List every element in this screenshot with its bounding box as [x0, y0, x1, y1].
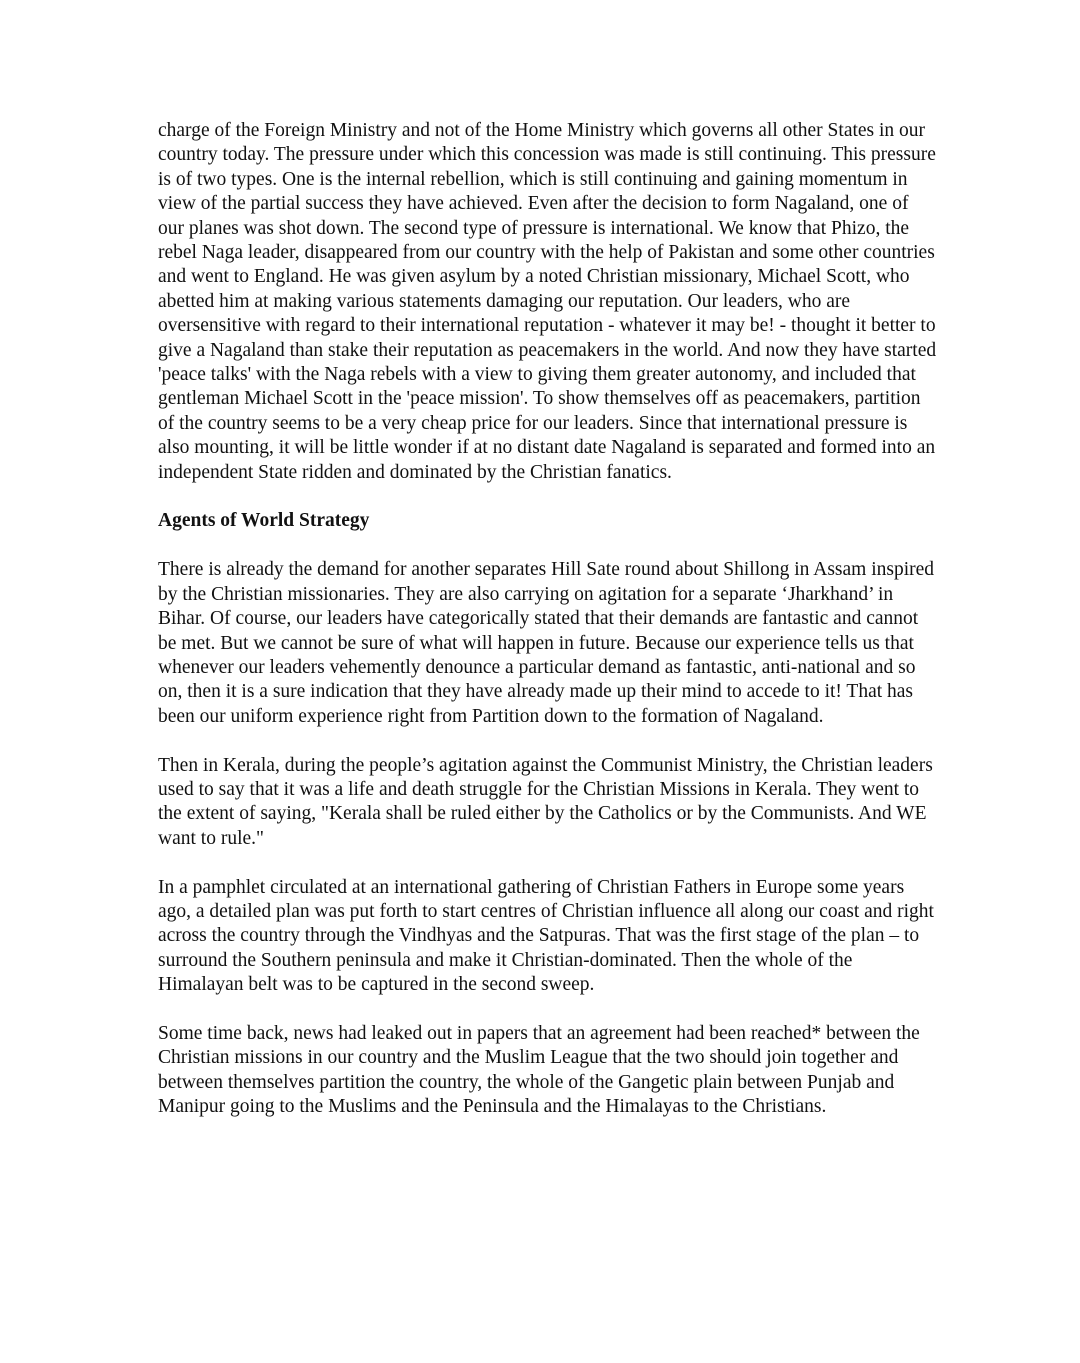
section-heading: Agents of World Strategy [158, 510, 370, 532]
paragraph-kerala: Then in Kerala, during the people’s agitation against the Communist Ministry, the Christian leaders used to say that it was a life and death struggle for the Christian Missions in Kerala. They went to the extent of saying, "Kerala shall be ruled either by the Catholics or by the Communists. And WE want to rule." [158, 754, 933, 849]
paragraph-pamphlet: In a pamphlet circulated at an international gathering of Christian Fathers in Europe some years ago, a detailed plan was put forth to start centres of Christian influence all along our coast and right across the country through the Vindhyas and the Satpuras. That was the first stage of the plan – to surround the Southern peninsula and make it Christian-dominated. Then the whole of the Himalayan belt was to be captured in the second sweep. [158, 876, 934, 996]
paragraph-hill-state: There is already the demand for another separates Hill Sate round about Shillong in Assam inspired by the Christian missionaries. They are also carrying on agitation for a separate ‘Jharkhand’ in Bihar. Of course, our leaders have categorically stated that their demands are fantastic and cannot be met. But we cannot be sure of what will happen in future. Because our experience tells us that whenever our leaders vehemently denounce a particular demand as fantastic, anti-national and so on, then it is a sure indication that they have already made up their mind to accede to it! That has been our uniform experience right from Partition down to the formation of Nagaland. [158, 559, 935, 727]
paragraph-foreign-ministry: charge of the Foreign Ministry and not of the Home Ministry which governs all other States in our country today. The pressure under which this concession was made is still continuing. This pressure is of two types. One is the internal rebellion, which is still continuing and gaining momentum in view of the partial success they have achieved. Even after the decision to form Nagaland, one of our planes was shot down. The second type of pressure is international. We know that Phizo, the rebel Naga leader, disappeared from our country with the help of Pakistan and some other countries and went to England. He was given asylum by a noted Christian missionary, Michael Scott, who abetted him at making various statements damaging our reputation. Our leaders, who are oversensitive with regard to their international reputation - whatever it may be! - thought it better to give a Nagaland than stake their reputation as peacemakers in the world. And now they have started 'peace talks' with the Naga rebels with a view to giving them greater autonomy, and included that gentleman Michael Scott in the 'peace mission'. To show themselves off as peacemakers, partition of the country seems to be a very cheap price for our leaders. Since that international pressure is also mounting, it will be little wonder if at no distant date Nagaland is separated and formed into an independent State ridden and dominated by the Christian fanatics. [158, 120, 937, 483]
paragraph-agreement: Some time back, news had leaked out in papers that an agreement had been reached* between the Christian missions in our country and the Muslim League that the two should join together and between themselves partition the country, the whole of the Gangetic plain between Punjab and Manipur going to the Muslims and the Peninsula and the Himalayas to the Christians. [158, 1022, 920, 1118]
document-page [158, 119, 938, 1120]
